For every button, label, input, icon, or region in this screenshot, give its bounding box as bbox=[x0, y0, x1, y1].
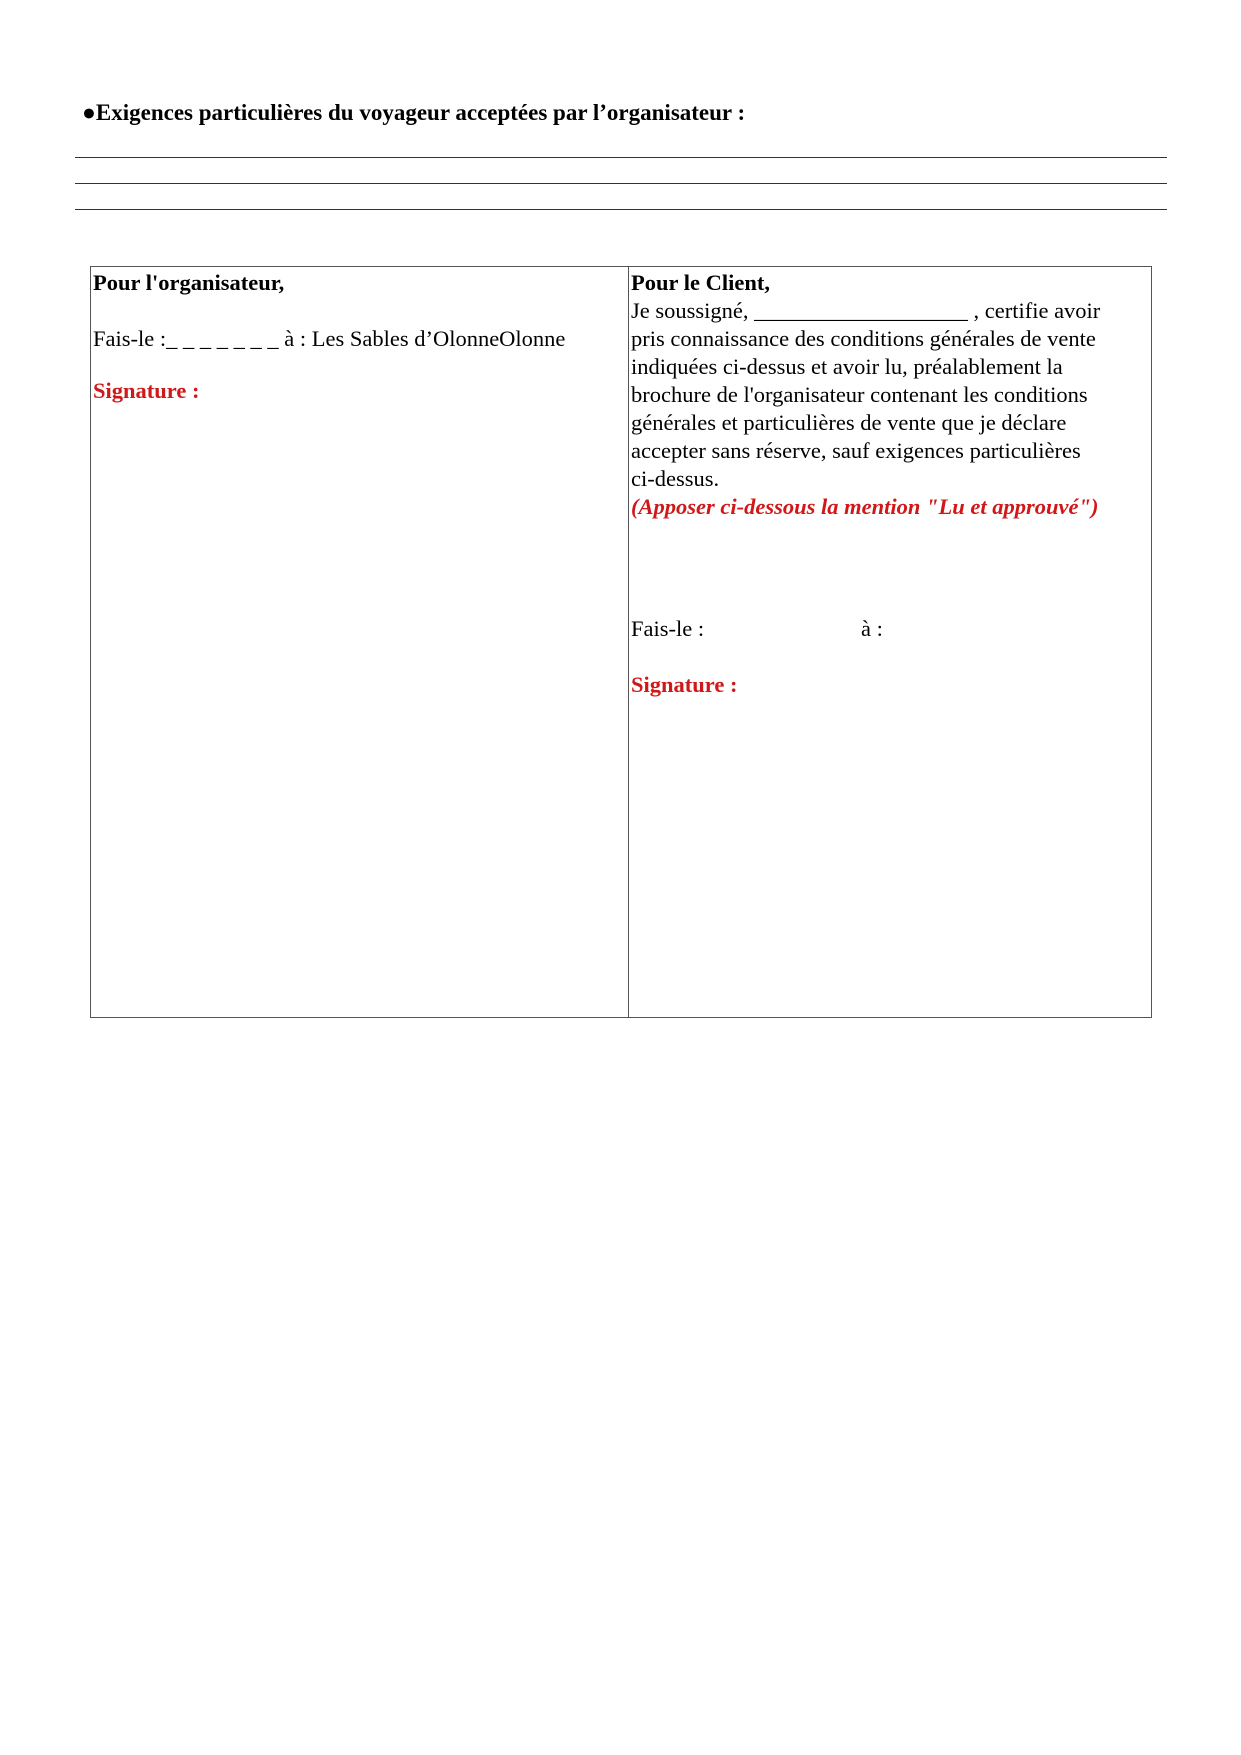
organizer-title: Pour l'organisateur, bbox=[93, 270, 285, 295]
client-title: Pour le Client, bbox=[631, 270, 770, 295]
signature-table bbox=[90, 266, 1152, 1018]
client-statement-line: accepter sans réserve, sauf exigences particulières bbox=[631, 438, 1081, 463]
client-statement-line: pris connaissance des conditions générales de vente bbox=[631, 326, 1096, 351]
requirements-line-2 bbox=[75, 183, 1167, 184]
organizer-signature-label: Signature : bbox=[93, 378, 200, 403]
client-signature-label: Signature : bbox=[631, 672, 738, 697]
requirements-line-1 bbox=[75, 157, 1167, 158]
client-cell bbox=[629, 267, 1151, 1017]
approval-mention: (Apposer ci-dessous la mention "Lu et approuvé") bbox=[631, 494, 1099, 519]
client-date-label: Fais-le : bbox=[631, 616, 705, 641]
requirements-heading: ●Exigences particulières du voyageur acceptées par l’organisateur : bbox=[82, 100, 746, 125]
client-statement-line: ci-dessus. bbox=[631, 466, 720, 491]
organizer-cell bbox=[91, 267, 629, 1017]
requirements-line-3 bbox=[75, 209, 1167, 210]
client-statement-line: brochure de l'organisateur contenant les conditions bbox=[631, 382, 1088, 407]
client-statement-line: générales et particulières de vente que je déclare bbox=[631, 410, 1067, 435]
organizer-date-line: Fais-le :_ _ _ _ _ _ _ à : Les Sables d’OlonneOlonne bbox=[93, 326, 566, 351]
client-statement-line: indiquées ci-dessus et avoir lu, préalablement la bbox=[631, 354, 1063, 379]
client-place-label: à : bbox=[861, 616, 883, 641]
client-statement-line: Je soussigné, ___________________ , certifie avoir bbox=[631, 298, 1101, 323]
